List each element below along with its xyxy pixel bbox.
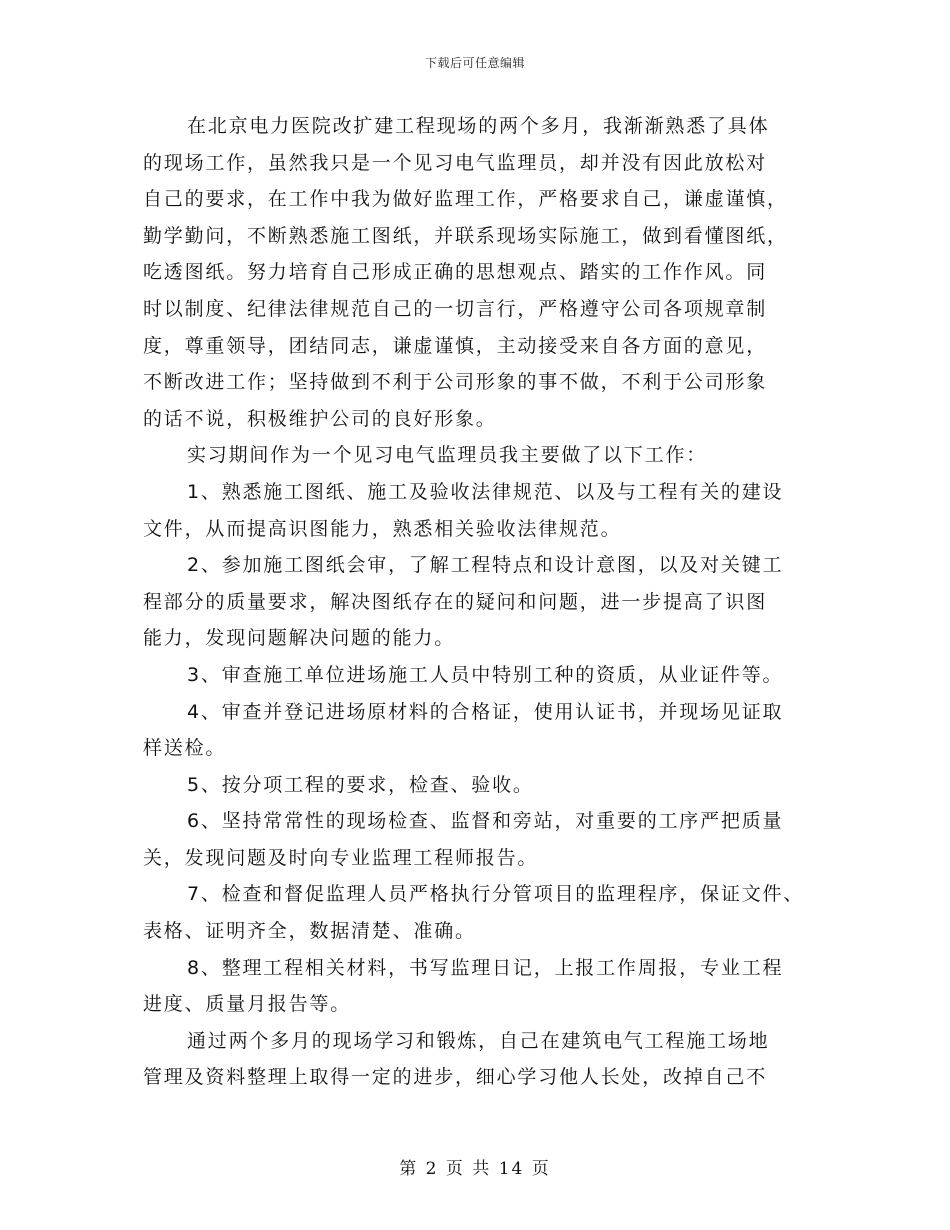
text-line: 文件，从而提高识图能力，熟悉相关验收法律规范。 bbox=[143, 517, 622, 540]
text-line: 1、熟悉施工图纸、施工及验收法律规范、以及与工程有关的建设 bbox=[187, 480, 784, 503]
text-line: 在北京电力医院改扩建工程现场的两个多月，我渐渐熟悉了具体 bbox=[187, 115, 770, 137]
text-line: 不断改进工作；坚持做到不利于公司形象的事不做，不利于公司形象 bbox=[143, 371, 768, 394]
text-line: 4、审查并登记进场原材料的合格证，使用认证书，并现场见证取 bbox=[187, 700, 784, 723]
text-line: 的现场工作，虽然我只是一个见习电气监理员，却并没有因此放松对 bbox=[143, 151, 768, 174]
text-line: 样送检。 bbox=[143, 737, 227, 760]
document-body bbox=[143, 108, 815, 1096]
text-line: 的话不说，积极维护公司的良好形象。 bbox=[143, 407, 497, 430]
text-line: 度，尊重领导，团结同志，谦虚谨慎，主动接受来自各方面的意见， bbox=[143, 334, 768, 357]
text-line: 8、整理工程相关材料，书写监理日记，上报工作周报，专业工程 bbox=[187, 956, 784, 979]
text-line: 5、按分项工程的要求，检查、验收。 bbox=[187, 773, 534, 796]
text-line: 3、审查施工单位进场施工人员中特别工种的资质，从业证件等。 bbox=[187, 663, 784, 686]
text-line: 7、检查和督促监理人员严格执行分管项目的监理程序，保证文件、 bbox=[187, 883, 805, 906]
text-line: 通过两个多月的现场学习和锻炼，自己在建筑电气工程施工场地 bbox=[187, 1029, 770, 1052]
text-line: 吃透图纸。努力培育自己形成正确的思想观点、踏实的工作作风。同 bbox=[143, 261, 768, 284]
page-header: 下载后可任意编辑 bbox=[424, 56, 525, 70]
text-line: 能力，发现问题解决问题的能力。 bbox=[143, 627, 456, 650]
text-line: 进度、质量月报告等。 bbox=[143, 993, 352, 1016]
text-line: 2、参加施工图纸会审，了解工程特点和设计意图，以及对关键工 bbox=[187, 554, 784, 577]
text-line: 勤学勤问，不断熟悉施工图纸，并联系现场实际施工，做到看懂图纸， bbox=[143, 224, 788, 247]
text-line: 实习期间作为一个见习电气监理员我主要做了以下工作： bbox=[187, 444, 708, 467]
text-line: 管理及资料整理上取得一定的进步，细心学习他人长处，改掉自己不 bbox=[143, 1066, 768, 1089]
text-line: 自己的要求，在工作中我为做好监理工作，严格要求自己，谦虚谨慎， bbox=[143, 188, 788, 211]
text-line: 时以制度、纪律法律规范自己的一切言行，严格遵守公司各项规章制 bbox=[143, 297, 768, 320]
text-line: 6、坚持常常性的现场检查、监督和旁站，对重要的工序严把质量 bbox=[187, 810, 784, 833]
text-line: 关，发现问题及时向专业监理工程师报告。 bbox=[143, 846, 539, 869]
text-line: 表格、证明齐全，数据清楚、准确。 bbox=[143, 920, 476, 943]
text-line: 程部分的质量要求，解决图纸存在的疑问和问题，进一步提高了识图 bbox=[143, 590, 768, 613]
page-number: 第 2 页 共 14 页 bbox=[399, 1159, 551, 1179]
